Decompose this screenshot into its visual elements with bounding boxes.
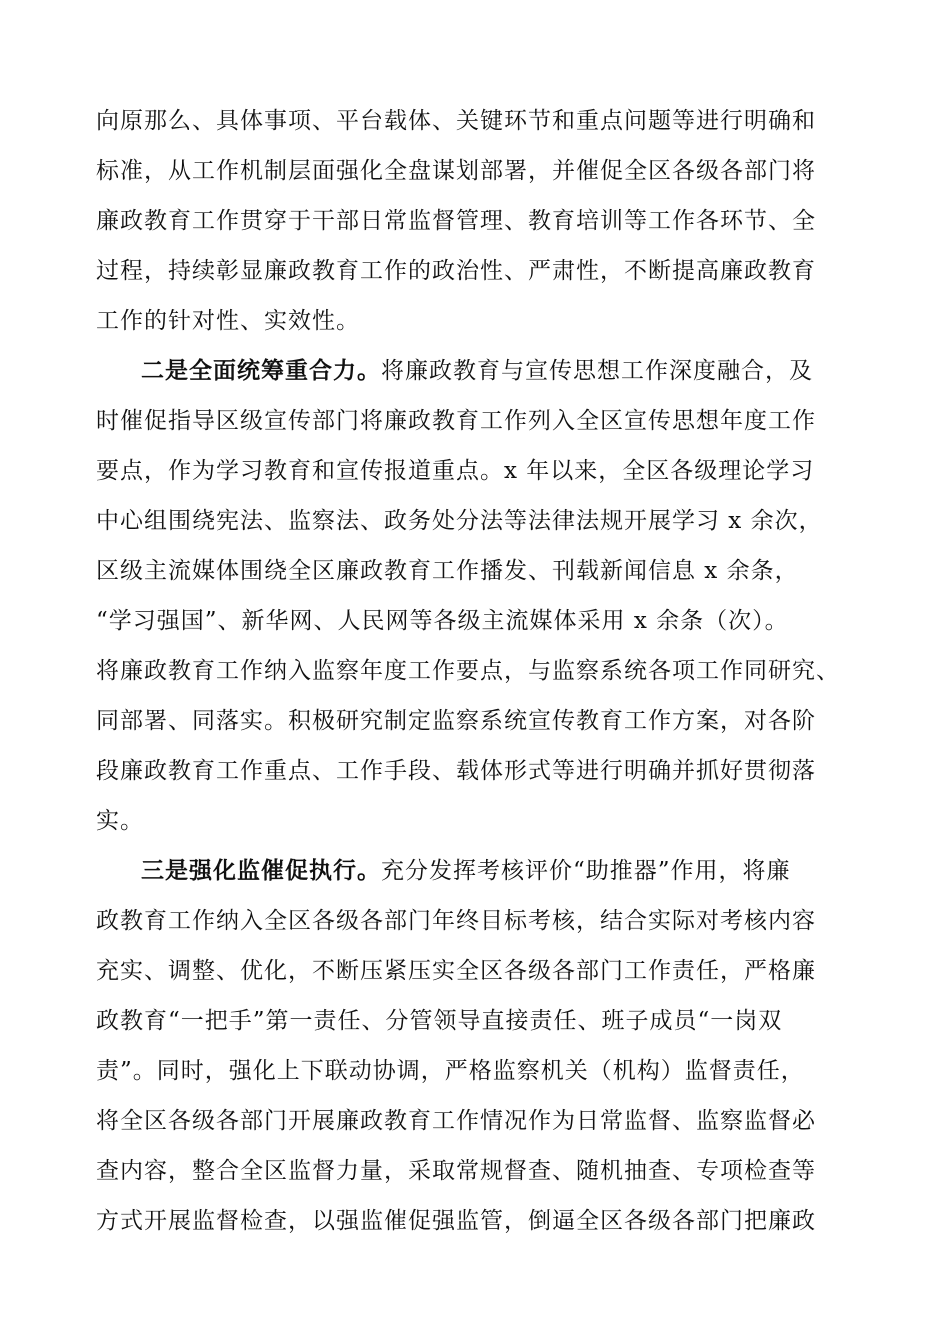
text-line-2 — [96, 156, 816, 186]
text-line-10 — [96, 556, 799, 586]
text-line-20 — [96, 1056, 805, 1086]
text-line-4 — [96, 256, 816, 286]
line-text: 将廉政教育与宣传思想工作深度融合，及 — [381, 358, 813, 384]
text-line-7 — [96, 406, 816, 436]
text-line-15 — [96, 806, 144, 836]
line-text: 廉政教育工作贯穿于干部日常监督管理、教育培训等工作各环节、全 — [96, 208, 816, 234]
text-line-19 — [96, 1006, 782, 1036]
section-heading: 二是全面统筹重合力。 — [141, 357, 381, 384]
text-line-13 — [96, 706, 816, 736]
text-line-23 — [96, 1206, 816, 1236]
line-text: 工作的针对性、实效性。 — [96, 308, 360, 334]
text-line-5 — [96, 306, 360, 336]
text-line-12 — [96, 656, 840, 686]
text-line-8 — [96, 456, 814, 486]
line-text: 时催促指导区级宣传部门将廉政教育工作列入全区宣传思想年度工作 — [96, 408, 816, 434]
line-text: 同部署、同落实。积极研究制定监察系统宣传教育工作方案，对各阶 — [96, 708, 816, 734]
line-text: 过程，持续彰显廉政教育工作的政治性、严肃性，不断提高廉政教育 — [96, 258, 816, 284]
line-text: 查内容，整合全区监督力量，采取常规督查、随机抽查、专项检查等 — [96, 1158, 816, 1184]
text-line-21 — [96, 1106, 816, 1136]
text-line-11 — [96, 606, 789, 636]
line-text: 方式开展监督检查，以强监催促强监管，倒逼全区各级各部门把廉政 — [96, 1208, 816, 1234]
text-line-18 — [96, 956, 816, 986]
line-text: 充分发挥考核评价“助推器”作用，将廉 — [381, 858, 791, 884]
line-text: 充实、调整、优化，不断压紧压实全区各级各部门工作责任，严格廉 — [96, 958, 816, 984]
paragraph-heading-line — [141, 356, 813, 386]
line-text: 将廉政教育工作纳入监察年度工作要点，与监察系统各项工作同研究、 — [96, 658, 840, 684]
text-line-3 — [96, 206, 816, 236]
line-text: 标准，从工作机制层面强化全盘谋划部署，并催促全区各级各部门将 — [96, 158, 816, 184]
text-line-22 — [96, 1156, 816, 1186]
line-text: 段廉政教育工作重点、工作手段、载体形式等进行明确并抓好贯彻落 — [96, 758, 816, 784]
line-text: 实。 — [96, 808, 144, 834]
line-text: 中心组围绕宪法、监察法、政务处分法等法律法规开展学习 x 余次， — [96, 508, 823, 534]
line-text: “学习强国”、新华网、人民网等各级主流媒体采用 x 余条（次）。 — [96, 608, 789, 634]
text-line-17 — [96, 906, 816, 936]
text-line-14 — [96, 756, 816, 786]
line-text: 要点，作为学习教育和宣传报道重点。x 年以来，全区各级理论学习 — [96, 458, 815, 484]
text-line-1 — [96, 106, 816, 136]
line-text: 政教育“一把手”第一责任、分管领导直接责任、班子成员“一岗双 — [96, 1008, 783, 1034]
line-text: 政教育工作纳入全区各级各部门年终目标考核，结合实际对考核内容 — [96, 908, 816, 934]
text-line-9 — [96, 506, 823, 536]
paragraph-heading-line — [141, 856, 791, 886]
line-text: 责”。同时，强化上下联动协调，严格监察机关（机构）监督责任， — [96, 1058, 805, 1084]
line-text: 向原那么、具体事项、平台载体、关键环节和重点问题等进行明确和 — [96, 108, 816, 134]
section-heading: 三是强化监催促执行。 — [141, 857, 381, 884]
line-text: 将全区各级各部门开展廉政教育工作情况作为日常监督、监察监督必 — [96, 1108, 816, 1134]
line-text: 区级主流媒体围绕全区廉政教育工作播发、刊载新闻信息 x 余条， — [96, 558, 799, 584]
